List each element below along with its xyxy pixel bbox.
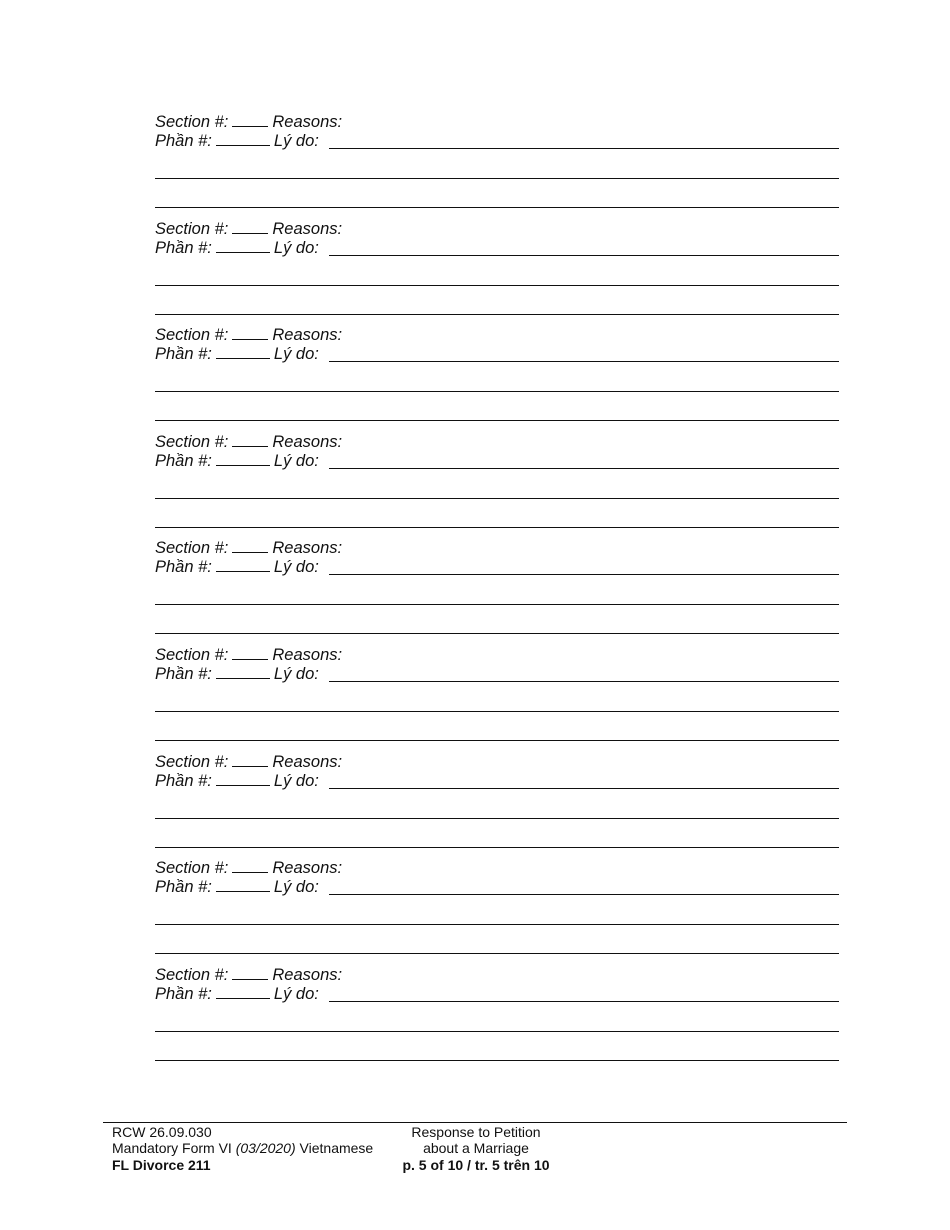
- reason-continuation-line[interactable]: [155, 178, 839, 179]
- reason-continuation-line[interactable]: [155, 285, 839, 286]
- lydo-label: Lý do:: [273, 665, 319, 683]
- reasons-label: Reasons:: [272, 752, 343, 771]
- reason-text-field[interactable]: [329, 255, 839, 256]
- reason-text-field[interactable]: [329, 361, 839, 362]
- reasons-label: Reasons:: [272, 219, 343, 238]
- phan-number-field[interactable]: [216, 131, 270, 146]
- section-row: [155, 325, 342, 345]
- section-row: [155, 965, 342, 985]
- reason-continuation-line[interactable]: [155, 604, 839, 605]
- footer-rcw: RCW 26.09.030: [112, 1124, 212, 1140]
- reasons-label: Reasons:: [272, 646, 343, 664]
- footer-center: [376, 1124, 576, 1173]
- phan-label: Phần #:: [155, 771, 212, 790]
- reason-continuation-line[interactable]: [155, 527, 839, 528]
- section-row: [155, 752, 342, 772]
- phan-row: [155, 664, 839, 684]
- section-number-field[interactable]: [232, 325, 268, 340]
- phan-row: [155, 344, 839, 364]
- section-row: [155, 219, 342, 239]
- phan-label: Phần #:: [155, 558, 212, 577]
- reason-entry: [155, 752, 839, 858]
- footer-mandatory-date: (03/2020): [235, 1140, 296, 1157]
- phan-label: Phần #:: [155, 451, 212, 470]
- section-label: Section #:: [155, 859, 229, 878]
- reason-continuation-line[interactable]: [155, 818, 839, 819]
- footer-form-id: FL Divorce 211: [112, 1156, 211, 1173]
- phan-number-field[interactable]: [216, 664, 270, 679]
- section-row: [155, 538, 342, 558]
- phan-label: Phần #:: [155, 984, 212, 1003]
- section-label: Section #:: [155, 752, 229, 771]
- phan-row: [155, 238, 839, 258]
- footer-divider: [103, 1122, 847, 1123]
- reason-continuation-line[interactable]: [155, 207, 839, 208]
- lydo-label: Lý do:: [273, 558, 319, 577]
- reason-entry: [155, 432, 839, 538]
- section-label: Section #:: [155, 326, 229, 345]
- reason-continuation-line[interactable]: [155, 1060, 839, 1061]
- lydo-label: Lý do:: [273, 238, 319, 257]
- footer-mandatory-suffix: Vietnamese: [295, 1140, 374, 1157]
- phan-row: [155, 877, 839, 897]
- reasons-label: Reasons:: [272, 113, 343, 131]
- section-number-field[interactable]: [232, 965, 268, 980]
- reason-entry: [155, 645, 839, 751]
- section-label: Section #:: [155, 113, 229, 131]
- section-number-field[interactable]: [232, 645, 268, 660]
- reason-text-field[interactable]: [329, 148, 839, 149]
- lydo-label: Lý do:: [273, 132, 319, 150]
- reason-entry: [155, 112, 839, 218]
- phan-label: Phần #:: [155, 345, 212, 364]
- reason-continuation-line[interactable]: [155, 847, 839, 848]
- phan-number-field[interactable]: [216, 557, 270, 572]
- section-number-field[interactable]: [232, 112, 268, 127]
- reason-text-field[interactable]: [329, 788, 839, 789]
- reasons-label: Reasons:: [272, 965, 343, 984]
- section-number-field[interactable]: [232, 538, 268, 553]
- section-row: [155, 432, 342, 452]
- reason-entry: [155, 965, 839, 1071]
- reason-entry: [155, 219, 839, 325]
- phan-row: [155, 131, 839, 151]
- reason-continuation-line[interactable]: [155, 1031, 839, 1032]
- phan-row: [155, 557, 839, 577]
- footer-mandatory-form: [112, 1140, 373, 1156]
- reason-continuation-line[interactable]: [155, 633, 839, 634]
- footer-page-info: p. 5 of 10 / tr. 5 trên 10: [402, 1156, 550, 1173]
- phan-label: Phần #:: [155, 878, 212, 897]
- reason-continuation-line[interactable]: [155, 740, 839, 741]
- lydo-label: Lý do:: [273, 878, 319, 897]
- footer-left: [112, 1124, 373, 1173]
- section-row: [155, 858, 342, 878]
- section-row: [155, 645, 342, 665]
- section-label: Section #:: [155, 646, 229, 664]
- lydo-label: Lý do:: [273, 345, 319, 364]
- reason-continuation-line[interactable]: [155, 924, 839, 925]
- section-number-field[interactable]: [232, 858, 268, 873]
- reason-continuation-line[interactable]: [155, 314, 839, 315]
- section-row: [155, 112, 342, 132]
- reason-entry: [155, 538, 839, 644]
- lydo-label: Lý do:: [273, 771, 319, 790]
- reason-continuation-line[interactable]: [155, 953, 839, 954]
- section-label: Section #:: [155, 432, 229, 451]
- phan-number-field[interactable]: [216, 451, 270, 466]
- phan-label: Phần #:: [155, 132, 212, 150]
- reasons-label: Reasons:: [272, 326, 343, 345]
- reason-continuation-line[interactable]: [155, 391, 839, 392]
- phan-label: Phần #:: [155, 665, 212, 683]
- reason-continuation-line[interactable]: [155, 711, 839, 712]
- section-number-field[interactable]: [232, 752, 268, 767]
- phan-row: [155, 984, 839, 1004]
- phan-number-field[interactable]: [216, 344, 270, 359]
- phan-row: [155, 771, 839, 791]
- section-label: Section #:: [155, 965, 229, 984]
- lydo-label: Lý do:: [273, 451, 319, 470]
- phan-label: Phần #:: [155, 238, 212, 257]
- reasons-label: Reasons:: [272, 539, 343, 558]
- section-label: Section #:: [155, 539, 229, 558]
- phan-number-field[interactable]: [216, 877, 270, 892]
- reason-entry: [155, 858, 839, 964]
- reason-continuation-line[interactable]: [155, 498, 839, 499]
- section-label: Section #:: [155, 219, 229, 238]
- lydo-label: Lý do:: [273, 984, 319, 1003]
- reason-text-field[interactable]: [329, 894, 839, 895]
- phan-row: [155, 451, 839, 471]
- phan-number-field[interactable]: [216, 771, 270, 786]
- reason-text-field[interactable]: [329, 1001, 839, 1002]
- reasons-label: Reasons:: [272, 432, 343, 451]
- reason-text-field[interactable]: [329, 468, 839, 469]
- phan-number-field[interactable]: [216, 238, 270, 253]
- section-number-field[interactable]: [232, 219, 268, 234]
- reasons-label: Reasons:: [272, 859, 343, 878]
- reason-text-field[interactable]: [329, 574, 839, 575]
- reason-entry: [155, 325, 839, 431]
- footer-title-line2: about a Marriage: [423, 1140, 529, 1157]
- reason-continuation-line[interactable]: [155, 420, 839, 421]
- phan-number-field[interactable]: [216, 984, 270, 999]
- footer-title-line1: Response to Petition: [411, 1124, 541, 1140]
- footer-mandatory-prefix: Mandatory Form VI: [112, 1140, 236, 1157]
- section-number-field[interactable]: [232, 432, 268, 447]
- reason-text-field[interactable]: [329, 681, 839, 682]
